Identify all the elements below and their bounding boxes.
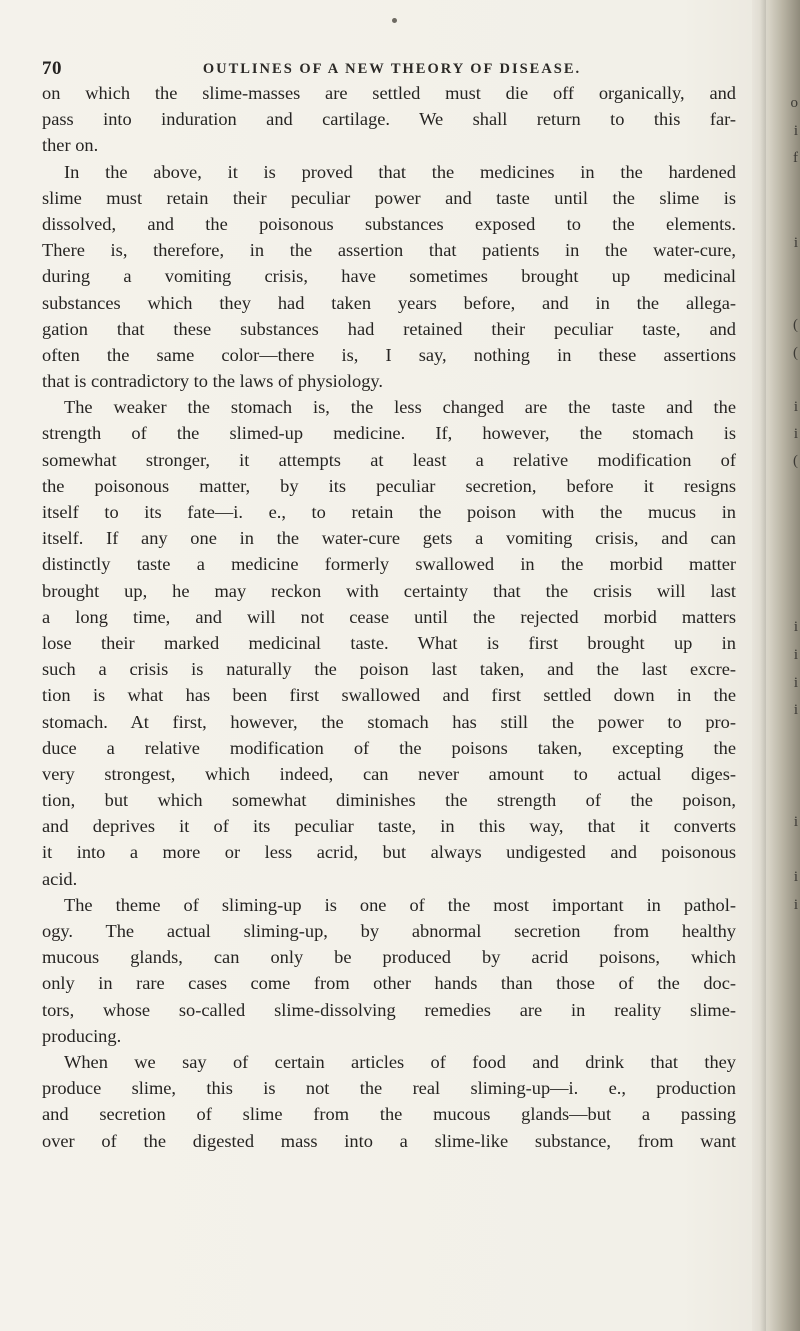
- facing-page-fragment: i: [793, 123, 798, 139]
- text-line: that is contradictory to the laws of physiology.: [42, 371, 384, 392]
- facing-page-fragment: i: [793, 399, 798, 415]
- facing-page-fragment: i: [793, 235, 798, 251]
- text-line: somewhat stronger, it attempts at least a relative modification of: [42, 449, 736, 470]
- facing-page-fragment: o: [790, 95, 798, 111]
- text-line: very strongest, which indeed, can never amount to actual diges-: [42, 763, 736, 784]
- text-line: strength of the slimed-up medicine. If, however, the stomach is: [42, 423, 736, 444]
- text-line: There is, therefore, in the assertion that patients in the water-cure,: [42, 240, 736, 261]
- paragraph-start-line: When we say of certain articles of food and drink that they: [64, 1051, 736, 1072]
- text-line: and deprives it of its peculiar taste, in this way, that it converts: [42, 816, 736, 837]
- body-text: [42, 80, 736, 1154]
- paragraph-start-line: The theme of sliming-up is one of the most important in pathol-: [64, 894, 736, 915]
- text-line: a long time, and will not cease until the rejected morbid matters: [42, 606, 736, 627]
- text-line: on which the slime-masses are settled must die off organically, and: [42, 83, 736, 103]
- text-line: lose their marked medicinal taste. What is first brought up in: [42, 632, 736, 653]
- text-line: produce slime, this is not the real sliming-up—i. e., production: [42, 1078, 736, 1099]
- facing-page-fragment: i: [793, 814, 798, 830]
- text-line: ther on.: [42, 135, 99, 156]
- text-line: pass into induration and cartilage. We shall return to this far-: [42, 109, 736, 130]
- text-line: stomach. At first, however, the stomach has still the power to pro-: [42, 711, 736, 732]
- facing-page-fragment: i: [793, 869, 798, 885]
- text-line: only in rare cases come from other hands than those of the doc-: [42, 973, 736, 994]
- facing-page-fragment: i: [793, 426, 798, 442]
- facing-page-fragment: (: [793, 345, 798, 361]
- text-line: often the same color—there is, I say, nothing in these assertions: [42, 344, 736, 365]
- text-line: tors, whose so-called slime-dissolving remedies are in reality slime-: [42, 999, 736, 1020]
- text-line: during a vomiting crisis, have sometimes brought up medicinal: [42, 266, 736, 287]
- running-head: [42, 58, 742, 82]
- facing-page-fragment: i: [793, 619, 798, 635]
- text-line: duce a relative modification of the poisons taken, excepting the: [42, 737, 736, 758]
- paragraph-start-line: The weaker the stomach is, the less changed are the taste and the: [64, 397, 736, 418]
- facing-page-fragment: i: [793, 647, 798, 663]
- facing-page-fragment: i: [793, 897, 798, 913]
- text-line: tion is what has been first swallowed and first settled down in the: [42, 685, 736, 706]
- text-line: distinctly taste a medicine formerly swallowed in the morbid matter: [42, 554, 736, 575]
- text-line: over of the digested mass into a slime-like substance, from want: [42, 1130, 736, 1151]
- text-line: acid.: [42, 868, 78, 889]
- facing-page-fragment: f: [793, 150, 798, 166]
- text-line: ogy. The actual sliming-up, by abnormal secretion from healthy: [42, 921, 736, 941]
- page-number: 70: [42, 58, 62, 79]
- text-line: such a crisis is naturally the poison last taken, and the last excre-: [42, 659, 736, 680]
- text-line: producing.: [42, 1025, 122, 1046]
- ink-speck: [392, 18, 397, 23]
- text-line: itself to its fate—i. e., to retain the poison with the mucus in: [42, 502, 736, 522]
- facing-page-fragment: (: [793, 453, 798, 469]
- text-line: gation that these substances had retained their peculiar taste, and: [42, 318, 736, 339]
- binding-shadow: [760, 0, 766, 1331]
- text-line: slime must retain their peculiar power and taste until the slime is: [42, 187, 736, 208]
- text-line: substances which they had taken years before, and in the allega-: [42, 292, 736, 313]
- text-line: and secretion of slime from the mucous glands—but a passing: [42, 1104, 736, 1125]
- facing-page-gutter: [752, 0, 800, 1331]
- text-line: the poisonous matter, by its peculiar secretion, before it resigns: [42, 475, 736, 496]
- running-title: OUTLINES OF A NEW THEORY OF DISEASE.: [202, 61, 582, 77]
- paragraph-start-line: In the above, it is proved that the medicines in the hardened: [64, 161, 736, 182]
- facing-page-fragment: i: [793, 702, 798, 718]
- text-line: itself. If any one in the water-cure gets a vomiting crisis, and can: [42, 528, 736, 549]
- text-line: tion, but which somewhat diminishes the strength of the poison,: [42, 790, 736, 811]
- text-line: mucous glands, can only be produced by acrid poisons, which: [42, 947, 736, 968]
- text-line: brought up, he may reckon with certainty that the crisis will last: [42, 580, 736, 601]
- text-line: dissolved, and the poisonous substances exposed to the elements.: [42, 213, 736, 234]
- text-line: it into a more or less acrid, but always undigested and poisonous: [42, 842, 736, 863]
- facing-page-fragment: (: [793, 317, 798, 333]
- facing-page-fragment: i: [793, 675, 798, 691]
